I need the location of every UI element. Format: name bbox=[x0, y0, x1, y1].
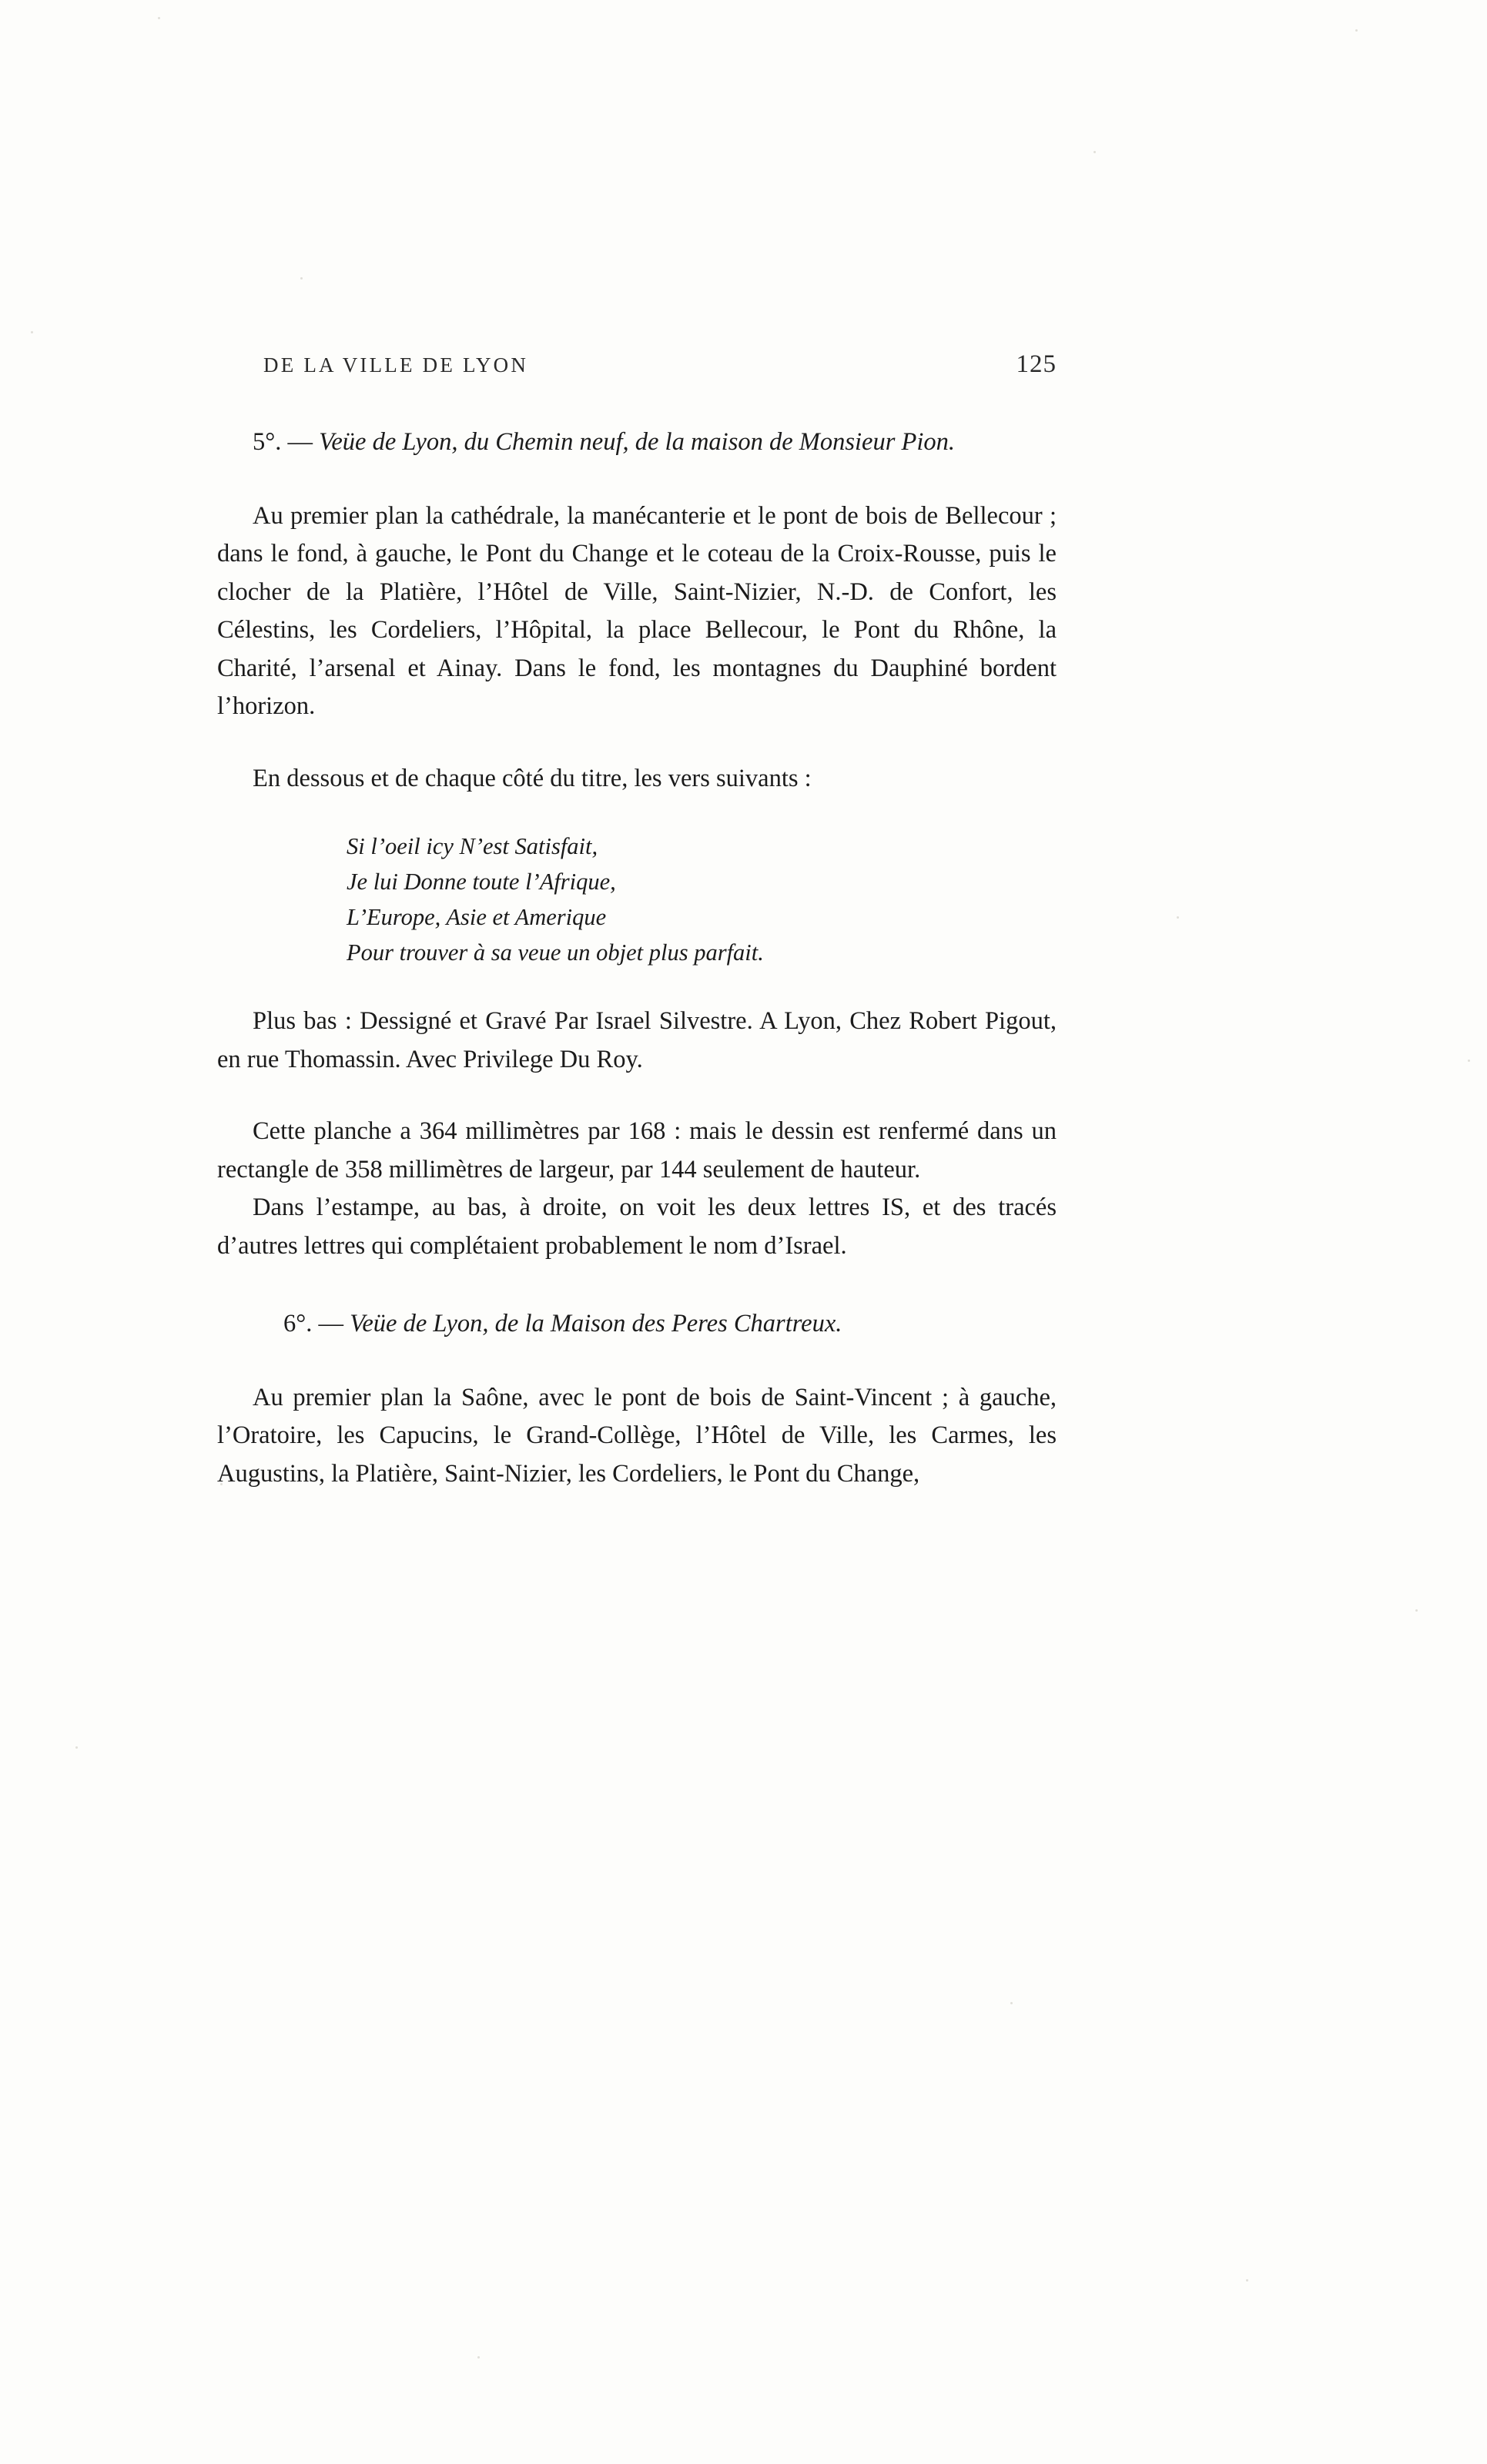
entry-5-number: 5°. bbox=[253, 428, 282, 456]
paper-speck bbox=[1093, 151, 1096, 153]
paper-speck bbox=[300, 277, 303, 280]
paper-speck bbox=[1468, 1060, 1470, 1062]
entry-5-description: Au premier plan la cathédrale, la manécanterie et le pont de bois de Bellecour ; dans le fond, à gauche, le Pont du Change et le coteau de la Croix-Rousse, puis le clocher de la Platière, l’Hôtel de Ville, Saint-Nizier, N.-D. de Confort, les Célestins, les Cordeliers, l’Hôpital, la place Bellecour, le Pont du Rhône, la Charité, l’arsenal et Ainay. Dans le fond, les montagnes du Dauphiné bordent l’horizon. bbox=[217, 501, 1057, 720]
verse-line: Si l’oeil icy N’est Satisfait, bbox=[347, 833, 598, 859]
entry-5-note: Dans l’estampe, au bas, à droite, on voit les deux lettres IS, et des tracés d’autres lettres qui complétaient probablement le nom d’Israel. bbox=[217, 1194, 1057, 1260]
verse-line: Pour trouver à sa veue un objet plus parfait. bbox=[347, 939, 764, 966]
entry-6-heading bbox=[217, 1305, 1057, 1344]
entry-6-description: Au premier plan la Saône, avec le pont de bois de Saint-Vincent ; à gauche, l’Oratoire, les Capucins, le Grand-Collège, l’Hôtel de Ville, les Carmes, les Augustins, la Platière, Saint-Nizier, les Cordeliers, le Pont du Change, bbox=[217, 1383, 1057, 1488]
paper-speck bbox=[1177, 916, 1179, 919]
entry-5-dash: — bbox=[287, 428, 313, 456]
text-column bbox=[217, 350, 1057, 1527]
paper-speck bbox=[75, 1746, 78, 1749]
verse-intro: En dessous et de chaque côté du titre, les vers suivants : bbox=[253, 764, 812, 792]
paper-speck bbox=[1246, 2279, 1248, 2282]
verse-line: L’Europe, Asie et Amerique bbox=[347, 904, 607, 930]
paper-speck bbox=[477, 2356, 480, 2359]
paper-speck bbox=[1355, 29, 1358, 32]
entry-6-title: Veüe de Lyon, de la Maison des Peres Chartreux. bbox=[350, 1310, 842, 1337]
entry-5-measurements: Cette planche a 364 millimètres par 168 : mais le dessin est renfermé dans un rectangle de 358 millimètres de largeur, par 144 seulement de hauteur. bbox=[217, 1117, 1057, 1183]
paper-speck bbox=[31, 331, 33, 333]
entry-6-number: 6°. bbox=[283, 1310, 313, 1337]
entry-5-imprint: Plus bas : Dessigné et Gravé Par Israel Silvestre. A Lyon, Chez Robert Pigout, en rue Thomassin. Avec Privilege Du Roy. bbox=[217, 1007, 1057, 1073]
running-head bbox=[217, 350, 1057, 379]
entry-5-heading bbox=[217, 424, 1057, 462]
running-head-title: DE LA VILLE DE LYON bbox=[263, 353, 529, 377]
paper-speck bbox=[1010, 2002, 1013, 2004]
entry-6-dash: — bbox=[318, 1310, 343, 1337]
verse-block bbox=[217, 829, 1057, 970]
paper-speck bbox=[1415, 1609, 1418, 1612]
paper-speck bbox=[158, 17, 160, 19]
page-number: 125 bbox=[1016, 350, 1057, 378]
verse-line: Je lui Donne toute l’Afrique, bbox=[347, 869, 616, 895]
entry-5-title: Veüe de Lyon, du Chemin neuf, de la maison de Monsieur Pion. bbox=[319, 428, 955, 456]
